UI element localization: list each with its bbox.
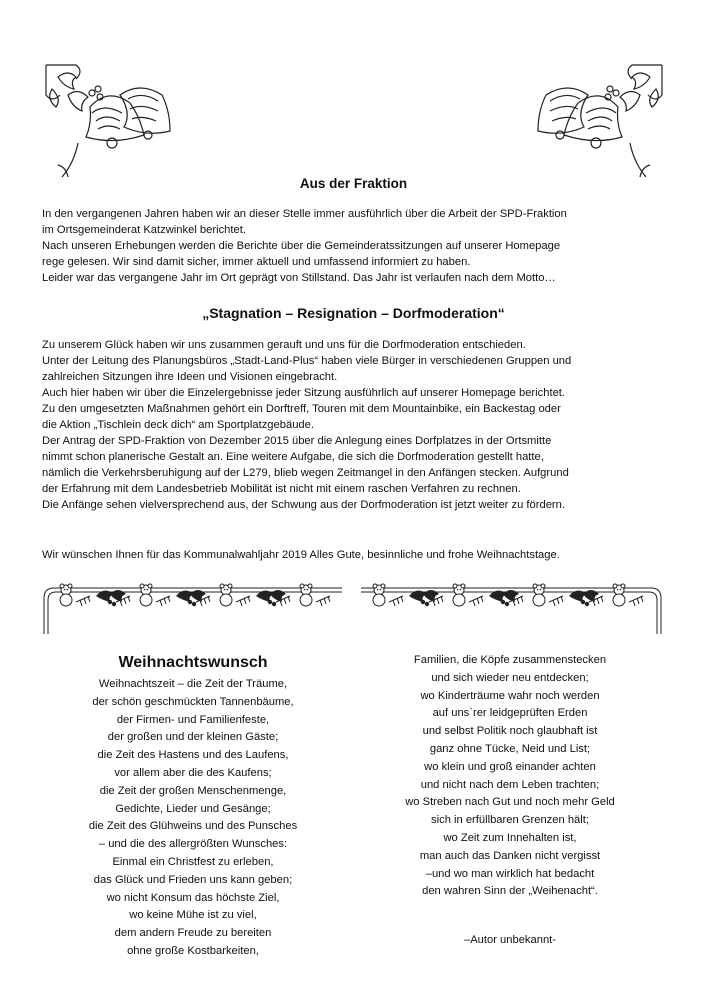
poem-author: –Autor unbekannt- — [463, 934, 557, 946]
body-line: die Aktion „Tischlein deck dich“ am Sportplatzgebäude. — [42, 419, 314, 431]
body-line: nimmt schon planerische Gestalt an. Eine weitere Aufgabe, die sich die Dorfmoderation gestellt hatte, — [42, 451, 544, 463]
pine-sprig-icon — [76, 596, 90, 606]
christmas-bells-right-icon — [535, 55, 670, 185]
poem-line: der Firmen- und Familienfeste, — [116, 713, 270, 726]
poem-line: wo Kinderträume wahr noch werden — [420, 689, 600, 702]
intro-line: im Ortsgemeinderat Katzwinkel berichtet. — [42, 224, 246, 236]
intro-line: Leider war das vergangene Jahr im Ort geprägt von Stillstand. Das Jahr ist verlaufen nach dem Motto… — [42, 272, 556, 284]
poem-line: ohne große Kostbarkeiten, — [127, 944, 259, 957]
body-line: Zu den umgesetzten Maßnahmen gehört ein Dorftreff, Touren mit dem Mountainbike, ein Backestag oder — [42, 403, 561, 415]
body-line: nämlich die Verkehrsberuhigung auf der L279, blieb wegen Zeitmangel in den Anfängen stecken. Aufgrund — [42, 467, 569, 479]
poem-line: der schön geschmückten Tannenbäume, — [92, 695, 294, 708]
poem-line: vor allem aber die des Kaufens; — [114, 766, 272, 779]
intro-line: Nach unseren Erhebungen werden die Berichte über die Gemeinderatssitzungen auf unserer Homepage — [42, 240, 561, 252]
poem-line: man auch das Danken nicht vergisst — [419, 849, 601, 862]
teddy-bear-icon — [453, 584, 465, 606]
body-line: Auch hier haben wir über die Einzelergebnisse jeder Sitzung ausführlich auf unserer Homepage berichtet. — [42, 387, 566, 399]
poem-line: die Zeit des Hastens und des Laufens, — [97, 749, 289, 762]
pine-sprig-icon — [549, 596, 563, 606]
body-line: Unter der Leitung des Planungsbüros „Stadt-Land-Plus“ haben viele Bürger in verschiedenen Gruppen und — [42, 355, 572, 367]
poem-line: und nicht nach dem Leben trachten; — [420, 778, 600, 791]
poem-line: wo Zeit zum Innehalten ist, — [443, 831, 577, 844]
pine-sprig-icon — [389, 596, 403, 606]
poem-line: den wahren Sinn der „Weihenacht“. — [422, 885, 598, 898]
pine-sprig-icon — [469, 596, 483, 606]
body-line: zahlreichen Sitzungen ihre Ideen und Visionen eingebracht. — [42, 371, 338, 383]
pine-sprig-icon — [156, 596, 170, 606]
poem-line: wo keine Mühe ist zu viel, — [129, 909, 257, 922]
teddy-bear-icon — [300, 584, 312, 606]
poem-line: das Glück und Frieden uns kann geben; — [93, 873, 293, 886]
poem-line: Weihnachtszeit – die Zeit der Träume, — [98, 678, 288, 690]
poem-line: – und die des allergrößten Wunsches: — [98, 838, 288, 851]
poem-line: Gedichte, Lieder und Gesänge; — [115, 802, 271, 815]
poem-line: Einmal ein Christfest zu erleben, — [112, 855, 274, 868]
poem-line: –und wo man wirklich hat bedacht — [425, 867, 595, 880]
poem-line: sich in erfüllbaren Grenzen hält; — [431, 814, 589, 827]
body-line: der Erfahrung mit dem Landesbetrieb Mobilität ist nicht mit einem raschen Verfahren zu rechnen. — [42, 483, 521, 495]
poem-line: dem andern Freude zu bereiten — [114, 927, 272, 940]
pine-sprig-icon — [236, 596, 250, 606]
poem-line: Familien, die Köpfe zusammenstecken — [413, 654, 607, 666]
poem-line: auf uns`rer leidgeprüften Erden — [432, 707, 588, 720]
poem-title: Weihnachtswunsch — [118, 654, 268, 671]
section-title: Aus der Fraktion — [299, 176, 408, 191]
teddy-holly-border-left-icon — [42, 578, 347, 636]
teddy-bear-icon — [373, 584, 385, 606]
poem-line: wo nicht Konsum das höchste Ziel, — [106, 891, 280, 904]
teddy-bear-icon — [613, 584, 625, 606]
teddy-holly-border-right-icon — [355, 578, 663, 636]
intro-line: In den vergangenen Jahren haben wir an dieser Stelle immer ausführlich über die Arbeit der SPD-Fraktion — [42, 208, 567, 220]
motto-heading: „Stagnation – Resignation – Dorfmoderation“ — [202, 305, 505, 321]
pine-sprig-icon — [316, 596, 330, 606]
teddy-bear-icon — [533, 584, 545, 606]
teddy-bear-icon — [220, 584, 232, 606]
poem-column-left — [58, 676, 328, 961]
teddy-bear-icon — [140, 584, 152, 606]
body-paragraph — [42, 337, 664, 513]
body-line: Zu unserem Glück haben wir uns zusammen gerauft und uns für die Dorfmoderation entschieden. — [42, 339, 526, 351]
poem-line: wo klein und groß einander achten — [424, 760, 596, 773]
poem-line: die Zeit des Glühweins und des Punsches — [88, 820, 298, 833]
greeting-text: Wir wünschen Ihnen für das Kommunalwahljahr 2019 Alles Gute, besinnliche und frohe Weihnachtstage. — [42, 549, 560, 561]
pine-sprig-icon — [629, 596, 643, 606]
intro-paragraph — [42, 206, 664, 286]
teddy-bear-icon — [60, 584, 72, 606]
poem-line: und selbst Politik noch glaubhaft ist — [422, 725, 598, 738]
poem-column-right — [365, 652, 655, 901]
poem-line: die Zeit der großen Menschenmenge, — [99, 784, 287, 797]
poem-line: ganz ohne Tücke, Neid und List; — [429, 742, 591, 755]
body-line: Die Anfänge sehen vielversprechend aus, der Schwung aus der Dorfmoderation ist jetzt weiter zu fördern. — [42, 499, 565, 511]
body-line: Der Antrag der SPD-Fraktion von Dezember 2015 über die Anlegung eines Dorfplatzes in der Ortsmitte — [42, 435, 552, 447]
christmas-bells-left-icon — [38, 55, 173, 185]
poem-line: und sich wieder neu entdecken; — [431, 671, 589, 684]
intro-line: rege gelesen. Wir sind damit sicher, immer aktuell und umfassend informiert zu haben. — [42, 256, 471, 268]
poem-line: der großen und der kleinen Gäste; — [107, 731, 279, 744]
poem-line: wo Streben nach Gut und noch mehr Geld — [405, 796, 615, 809]
